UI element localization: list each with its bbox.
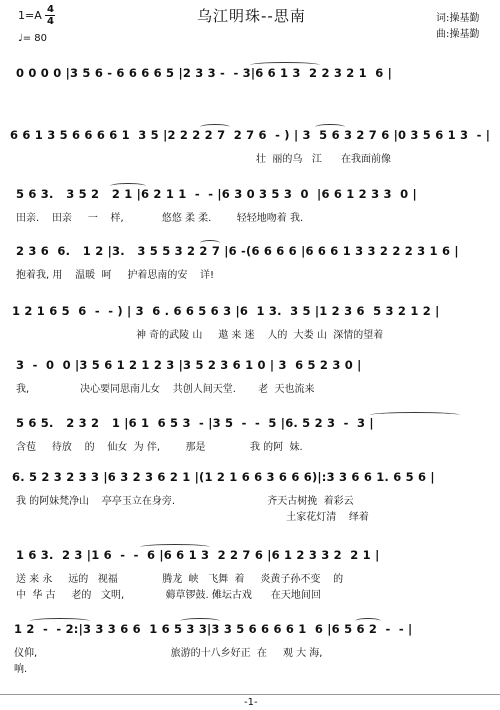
slur (200, 124, 230, 130)
lyrics-line-10b: 响. (14, 664, 28, 675)
notes-line-4: 2 3 6 6. 1 2 |3. 3 5 5 3 2 2 7 |6 -(6 6 6 6 |6 6 6 1 3 3 2 2 2 3 1 6 | (16, 244, 459, 258)
notes-line-10: 1 2 - - 2:|3 3 3 6 6 1 6 5 3 3|3 3 5 6 6 6 6 1 6 |6 5 6 2 - - | (14, 622, 413, 636)
slur (355, 618, 381, 624)
lyrics-line-8a: 我 的阿妹梵净山 亭亭玉立在身旁. 齐天古树挽 着彩云 (16, 496, 354, 507)
lyricist: 词:操基勤 (436, 13, 480, 24)
lyrics-line-4: 抱着我, 用 温暖 呵 护着思南的安 详! (16, 270, 215, 281)
slur (30, 618, 90, 624)
notes-line-1: 0 0 0 0 |3 5 6 - 6 6 6 6 5 |2 3 3 - - 3|6 6 1 3 2 2 3 2 1 6 | (16, 66, 393, 80)
notes-line-3: 5 6 3. 3 5 2 2 1 |6 2 1 1 - - |6 3 0 3 5 3 0 |6 6 1 2 3 3 0 | (16, 187, 417, 201)
slur (370, 412, 460, 418)
lyrics-line-6: 我, 决心要同思南儿女 共创人间天堂. 老 天也流来 (16, 384, 315, 395)
tempo-marking: ♩= 80 (18, 33, 47, 44)
slur (140, 544, 210, 550)
song-title: 乌江明珠--思南 (197, 7, 306, 25)
notes-line-8: 6. 5 2 3 2 3 3 |6 3 2 3 6 2 1 |(1 2 1 6 6 3 6 6 6)|:3 3 6 6 1. 6 5 6 | (12, 470, 435, 484)
notes-line-6: 3 - 0 0 |3 5 6 1 2 1 2 3 |3 5 2 3 6 1 0 | 3 6 5 2 3 0 | (16, 358, 362, 372)
slur (315, 124, 345, 130)
notes-line-9: 1 6 3. 2 3 |1 6 - - 6 |6 6 1 3 2 2 7 6 |6 1 2 3 3 2 2 1 | (16, 548, 380, 562)
time-signature-top: 4 (47, 4, 54, 15)
lyrics-line-10a: 仪仰, 旅游的十八乡好正 在 观 大 海, (14, 648, 323, 659)
slur (110, 183, 146, 189)
notes-line-5: 1 2 1 6 5 6 - - ) | 3 6 . 6 6 5 6 3 |6 1 3. 3 5 |1 2 3 6 5 3 2 1 2 | (12, 304, 440, 318)
notes-line-7: 5 6 5. 2 3 2 1 |6 1 6 5 3 - |3 5 - - 5 |6. 5 2 3 - 3 | (16, 416, 374, 430)
time-signature-bottom: 4 (47, 16, 54, 27)
lyrics-line-9b: 中 华 古 老的 文明, 薅草锣鼓. 傩坛古戏 在天地间回 (16, 590, 321, 601)
lyrics-line-9a: 送 来 永 远的 视福 腾龙 峡 飞舞 着 炎黄子孙不变 的 (16, 574, 344, 585)
lyrics-line-3: 田亲. 田亲 一 样, 悠悠 柔 柔. 轻轻地吻着 我. (16, 213, 304, 224)
footer-rule (0, 694, 500, 695)
page-number: -1- (244, 697, 258, 708)
lyrics-line-8b: 土家花灯清 绎着 (16, 512, 369, 523)
slur (180, 618, 220, 624)
slur (250, 62, 320, 68)
key-signature: 1=A (18, 9, 42, 22)
composer: 曲:操基勤 (436, 29, 480, 40)
lyrics-line-5: 神 奇的武陵 山 遨 来 迷 人的 大娄 山 深情的望着 (136, 330, 384, 341)
slur (200, 240, 220, 246)
notes-line-2: 6 6 1 3 5 6 6 6 6 1 3 5 |2 2 2 2 7 2 7 6 - ) | 3 5 6 3 2 7 6 |0 3 5 6 1 3 - | (10, 128, 491, 142)
lyrics-line-2: 壮 丽的乌 江 在我面前像 (256, 154, 391, 165)
lyrics-line-7: 含苞 待放 的 仙女 为 伴, 那是 我 的阿 妹. (16, 442, 303, 453)
